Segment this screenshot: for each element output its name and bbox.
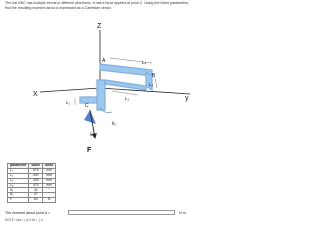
table-row: L₄ 475 mm	[8, 183, 56, 188]
y-axis-label: y	[185, 95, 189, 102]
angle-theta2-label: θ₂	[90, 132, 95, 137]
point-b-label: B	[152, 73, 156, 79]
length-l3-label: L₃	[149, 82, 154, 87]
length-l2-label: L₂	[125, 96, 130, 101]
length-l4-label: L₄	[142, 60, 147, 65]
moment-answer-input[interactable]	[68, 210, 175, 215]
parameters-table	[7, 163, 56, 203]
answer-question: The moment about point A =	[5, 211, 51, 215]
note-text: NOTE: Use i, j & k for i, j, k	[5, 218, 43, 222]
header-units: units	[43, 164, 56, 169]
header-value: value	[29, 164, 43, 169]
answer-unit: N·m	[179, 211, 186, 215]
table-row: L₁ 575 mm	[8, 168, 56, 173]
table-row: F 60 N	[8, 198, 56, 203]
header-parameter: parameter	[8, 164, 29, 169]
problem-statement: The bar ABC has multiple bends in different directions. It has a force applied at point C. Using the listed parameters, find the resulting moment about A expressed as a Cartesian vector.	[5, 1, 190, 10]
force-label: F	[87, 147, 92, 154]
bar-diagram	[0, 0, 200, 160]
x-axis	[40, 88, 100, 92]
answer-row	[5, 210, 197, 218]
bar-abc	[80, 64, 152, 110]
z-axis-label: Z	[97, 23, 102, 30]
point-a-label: A	[102, 58, 106, 64]
length-l1-label: L₁	[66, 100, 70, 105]
table-row: θ₁ 32 °	[8, 188, 56, 193]
point-c-label: C	[85, 103, 89, 109]
angle-theta1-label: θ₁	[112, 121, 116, 126]
x-axis-label: X	[33, 91, 38, 98]
table-row: L₂ 400 mm	[8, 173, 56, 178]
table-row: θ₂ 47 °	[8, 193, 56, 198]
table-row: L₃ 325 mm	[8, 178, 56, 183]
